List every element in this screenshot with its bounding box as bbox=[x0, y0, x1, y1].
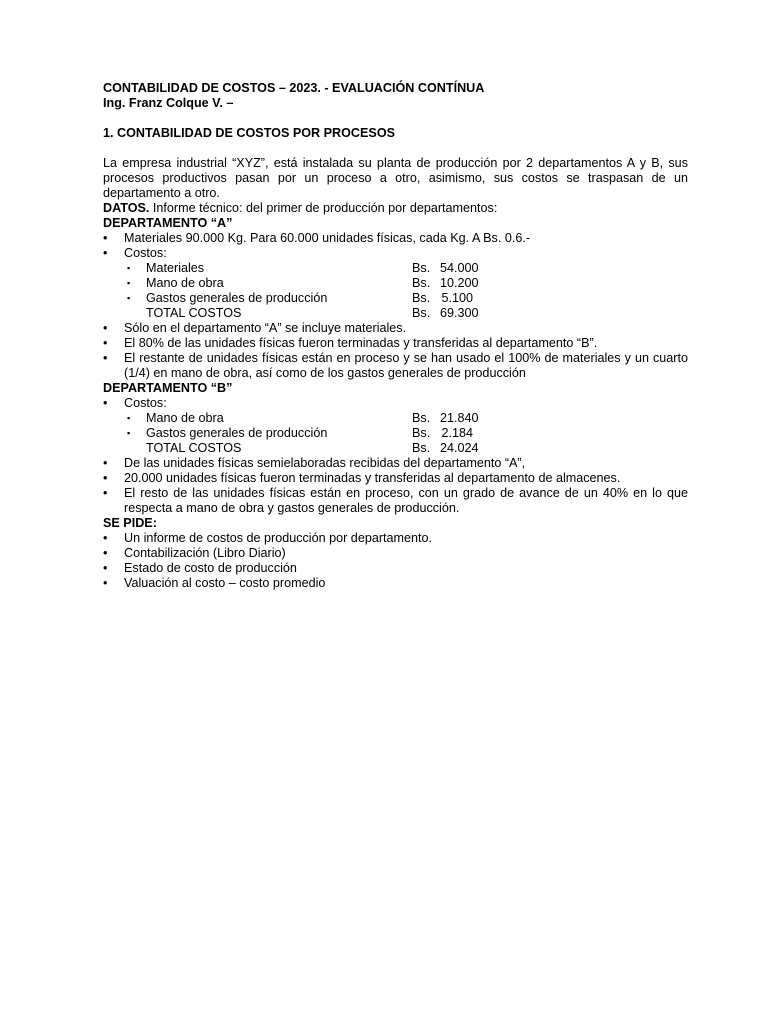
item-text: Valuación al costo – costo promedio bbox=[124, 576, 326, 590]
dept-a-bullet-materiales bbox=[103, 231, 688, 246]
bullet-text: Costos: bbox=[124, 246, 167, 260]
document-title: CONTABILIDAD DE COSTOS – 2023. - EVALUACIÓN CONTÍNUA bbox=[103, 81, 485, 95]
dept-b-note bbox=[103, 471, 688, 486]
cost-amount bbox=[412, 276, 479, 291]
total-label: TOTAL COSTOS bbox=[146, 306, 242, 320]
datos-label: DATOS. bbox=[103, 201, 150, 215]
section-title: 1. CONTABILIDAD DE COSTOS POR PROCESOS bbox=[103, 126, 396, 140]
total-currency: Bs. bbox=[412, 441, 431, 455]
bullet-icon: • bbox=[103, 531, 108, 545]
total-label: TOTAL COSTOS bbox=[146, 441, 242, 455]
dept-b-bullet-costos bbox=[103, 396, 688, 411]
dept-a-note bbox=[103, 336, 688, 351]
square-bullet-icon: ▪ bbox=[127, 413, 131, 423]
se-pide-heading: SE PIDE: bbox=[103, 516, 157, 530]
cost-value: 5.100 bbox=[441, 291, 473, 305]
total-amount bbox=[412, 441, 479, 456]
document-author: Ing. Franz Colque V. – bbox=[103, 96, 234, 110]
dept-b-heading: DEPARTAMENTO “B” bbox=[103, 381, 233, 395]
bullet-icon: • bbox=[103, 231, 108, 245]
cost-amount bbox=[412, 426, 473, 441]
note-text: El resto de las unidades físicas están en proceso, con un grado de avance de un 40% en lo que respecta a mano de obra y gastos generales de producción. bbox=[124, 486, 688, 515]
dept-b-total-row bbox=[103, 441, 688, 456]
dept-a-cost-row bbox=[103, 276, 688, 291]
bullet-icon: • bbox=[103, 561, 108, 575]
item-text: Contabilización (Libro Diario) bbox=[124, 546, 286, 560]
bullet-icon: • bbox=[103, 471, 108, 485]
note-text: Sólo en el departamento “A” se incluye materiales. bbox=[124, 321, 407, 335]
dept-b-cost-row bbox=[103, 411, 688, 426]
se-pide-item bbox=[103, 561, 688, 576]
bullet-icon: • bbox=[103, 456, 108, 470]
bullet-text: Costos: bbox=[124, 396, 167, 410]
bullet-icon: • bbox=[103, 486, 108, 500]
cost-value: 2.184 bbox=[441, 426, 473, 440]
square-bullet-icon: ▪ bbox=[127, 278, 131, 288]
bullet-icon: • bbox=[103, 336, 108, 350]
datos-text: Informe técnico: del primer de producción por departamentos: bbox=[149, 201, 498, 215]
datos-line bbox=[103, 201, 688, 216]
bullet-icon: • bbox=[103, 351, 108, 365]
bullet-icon: • bbox=[103, 546, 108, 560]
bullet-icon: • bbox=[103, 321, 108, 335]
dept-b-note bbox=[103, 486, 688, 516]
dept-a-note bbox=[103, 321, 688, 336]
cost-label: Mano de obra bbox=[146, 411, 224, 425]
cost-amount bbox=[412, 291, 473, 306]
cost-label: Gastos generales de producción bbox=[146, 426, 328, 440]
dept-a-heading: DEPARTAMENTO “A” bbox=[103, 216, 233, 230]
total-currency: Bs. bbox=[412, 306, 431, 320]
dept-b-note bbox=[103, 456, 688, 471]
cost-value: 10.200 bbox=[440, 276, 479, 290]
dept-a-bullet-costos bbox=[103, 246, 688, 261]
cost-currency: Bs. bbox=[412, 411, 431, 425]
se-pide-item bbox=[103, 546, 688, 561]
cost-currency: Bs. bbox=[412, 426, 431, 440]
item-text: Un informe de costos de producción por departamento. bbox=[124, 531, 433, 545]
cost-amount bbox=[412, 261, 479, 276]
cost-label: Gastos generales de producción bbox=[146, 291, 328, 305]
dept-a-total-row bbox=[103, 306, 688, 321]
item-text: Estado de costo de producción bbox=[124, 561, 297, 575]
square-bullet-icon: ▪ bbox=[127, 293, 131, 303]
total-value: 69.300 bbox=[440, 306, 479, 320]
square-bullet-icon: ▪ bbox=[127, 428, 131, 438]
dept-b-cost-row bbox=[103, 426, 688, 441]
cost-amount bbox=[412, 411, 479, 426]
note-text: De las unidades físicas semielaboradas recibidas del departamento “A”, bbox=[124, 456, 526, 470]
cost-currency: Bs. bbox=[412, 276, 431, 290]
square-bullet-icon: ▪ bbox=[127, 263, 131, 273]
cost-currency: Bs. bbox=[412, 291, 431, 305]
total-amount bbox=[412, 306, 479, 321]
bullet-text: Materiales 90.000 Kg. Para 60.000 unidades físicas, cada Kg. A Bs. 0.6.- bbox=[124, 231, 531, 245]
total-value: 24.024 bbox=[440, 441, 479, 455]
bullet-icon: • bbox=[103, 576, 108, 590]
dept-a-cost-row bbox=[103, 291, 688, 306]
note-text: El restante de unidades físicas están en proceso y se han usado el 100% de materiales y un cuarto (1/4) en mano de obra, así como de los gastos generales de producción bbox=[124, 351, 688, 380]
note-text: El 80% de las unidades físicas fueron terminadas y transferidas al departamento “B”. bbox=[124, 336, 598, 350]
se-pide-item bbox=[103, 576, 688, 591]
bullet-icon: • bbox=[103, 396, 108, 410]
note-text: 20.000 unidades físicas fueron terminadas y transferidas al departamento de almacenes. bbox=[124, 471, 621, 485]
cost-value: 21.840 bbox=[440, 411, 479, 425]
cost-label: Mano de obra bbox=[146, 276, 224, 290]
document-content bbox=[103, 81, 688, 591]
se-pide-item bbox=[103, 531, 688, 546]
dept-a-note bbox=[103, 351, 688, 381]
cost-label: Materiales bbox=[146, 261, 205, 275]
cost-value: 54.000 bbox=[440, 261, 479, 275]
bullet-icon: • bbox=[103, 246, 108, 260]
cost-currency: Bs. bbox=[412, 261, 431, 275]
dept-a-cost-row bbox=[103, 261, 688, 276]
intro-paragraph: La empresa industrial “XYZ”, está instalada su planta de producción por 2 departamentos A y B, sus procesos productivos pasan por un proceso a otro, asimismo, sus costos se traspasan de un departamento a otro. bbox=[103, 156, 688, 200]
